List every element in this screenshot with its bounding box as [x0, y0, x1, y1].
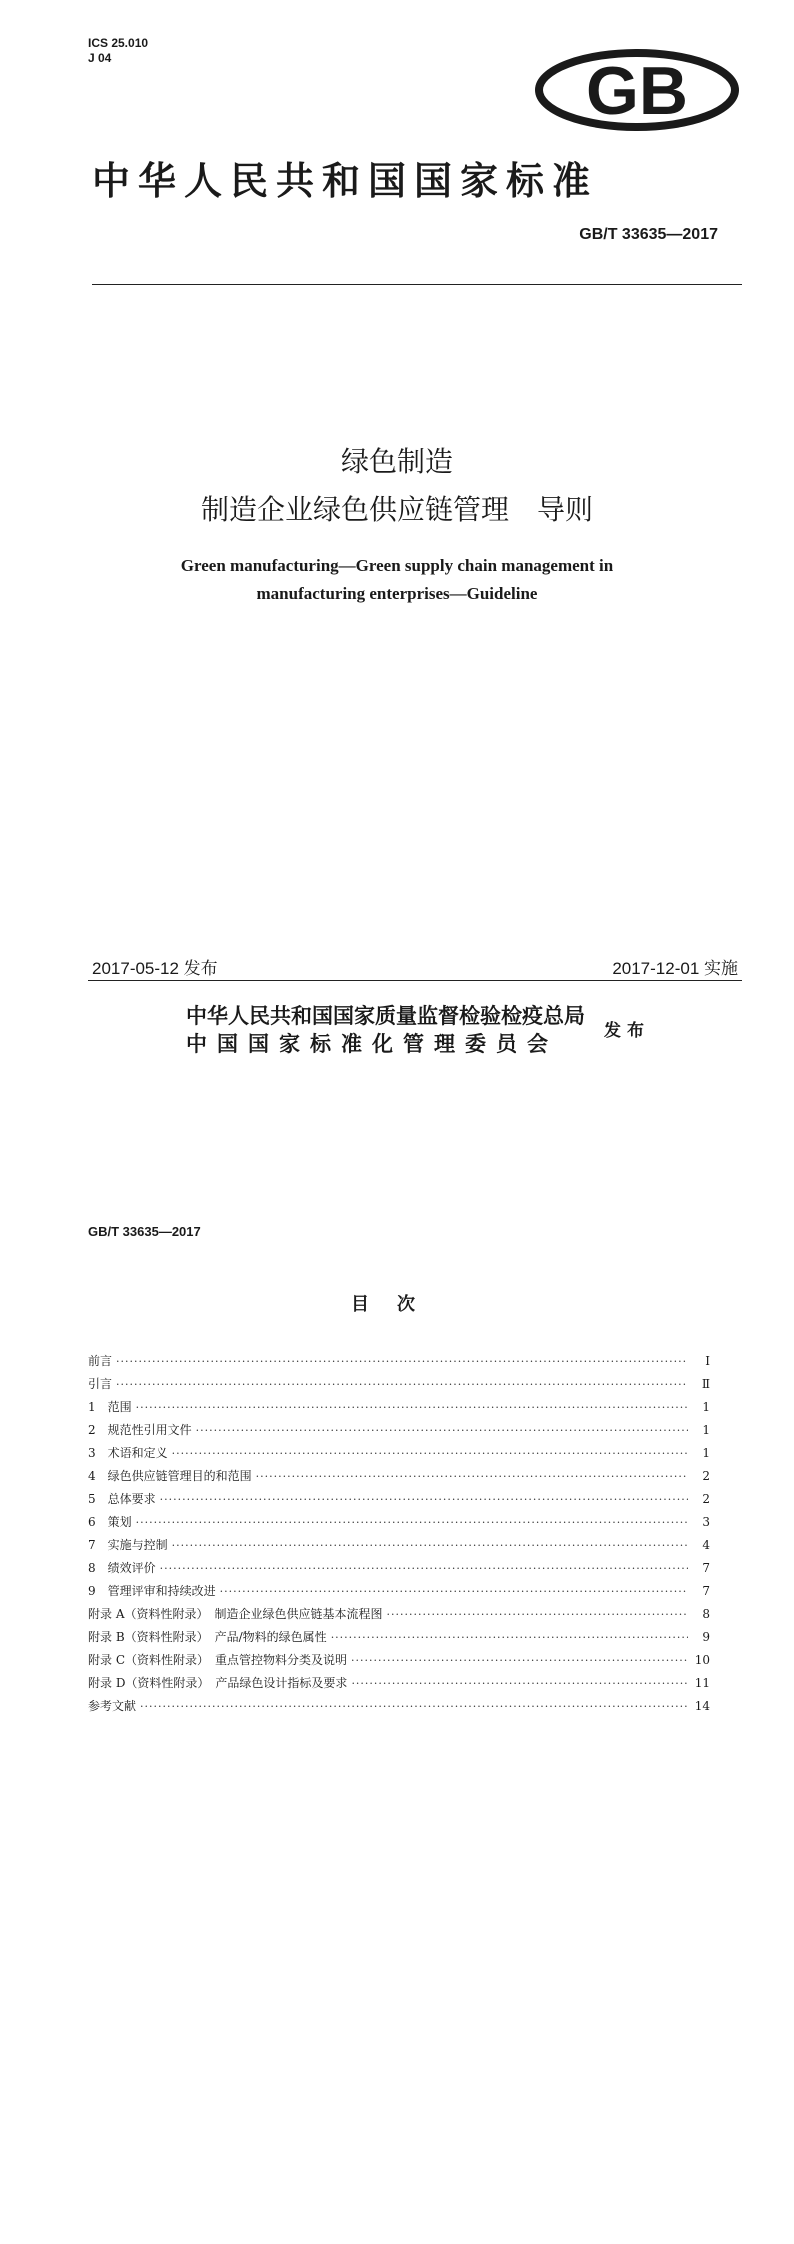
toc-entry-page: 11 [694, 1676, 710, 1690]
toc-entry-page: 1 [702, 1400, 710, 1414]
toc-entry[interactable] [88, 1651, 710, 1674]
toc-entry-label: 附录 C（资料性附录） 重点管控物料分类及说明 [88, 1653, 347, 1667]
title-cn-line2: 制造企业绿色供应链管理 导则 [200, 493, 593, 526]
toc-leader-dots [331, 1631, 688, 1644]
toc-leader-dots [172, 1539, 688, 1552]
toc-entry[interactable] [88, 1674, 710, 1697]
toc-entry-label: 附录 B（资料性附录） 产品/物料的绿色属性 [88, 1630, 327, 1644]
toc-entry-page: 2 [702, 1469, 710, 1483]
toc-entry[interactable] [88, 1536, 710, 1559]
toc-entry-page: 4 [702, 1538, 710, 1552]
toc-entry[interactable] [88, 1444, 710, 1467]
toc-entry-label: 6 策划 [88, 1515, 132, 1529]
toc-entry-page: 2 [702, 1492, 710, 1506]
toc-leader-dots [140, 1700, 688, 1713]
page2-standard-number: GB/T 33635—2017 [88, 1224, 201, 1239]
toc-entry-page: 10 [694, 1653, 710, 1667]
ics-code: ICS 25.010 [88, 36, 149, 50]
standard-number: GB/T 33635—2017 [579, 226, 718, 243]
toc-title: 目次 [351, 1294, 443, 1315]
toc-entry[interactable] [88, 1605, 710, 1628]
toc-entry-page: 8 [702, 1607, 710, 1621]
date-divider [88, 980, 742, 981]
toc-entry[interactable] [88, 1559, 710, 1582]
issue-label: 发布 [604, 1021, 650, 1041]
toc-entry-page: 3 [702, 1515, 710, 1529]
header-divider [92, 284, 742, 285]
title-en-line2: manufacturing enterprises—Guideline [256, 584, 538, 603]
toc-leader-dots [256, 1470, 688, 1483]
toc-entry[interactable] [88, 1467, 710, 1490]
ics-code-block [88, 36, 148, 66]
title-cn-line1: 绿色制造 [340, 445, 453, 478]
toc-entry-label: 2 规范性引用文件 [88, 1423, 192, 1437]
toc-entry-label: 5 总体要求 [88, 1492, 156, 1506]
toc-entry-label: 引言 [88, 1377, 113, 1391]
toc-entry-page: Ⅱ [701, 1377, 710, 1391]
toc-leader-dots [196, 1424, 688, 1437]
toc-entry[interactable] [88, 1352, 710, 1375]
gb-logo-text: GB [586, 53, 688, 129]
title-en-line1: Green manufacturing—Green supply chain management in [180, 556, 614, 575]
toc-entry-label: 9 管理评审和持续改进 [88, 1584, 216, 1598]
toc-leader-dots [351, 1677, 688, 1690]
toc-leader-dots [386, 1608, 688, 1621]
toc-leader-dots [116, 1355, 688, 1368]
issue-date: 2017-05-12 发布 [92, 959, 218, 978]
effective-date: 2017-12-01 实施 [612, 959, 738, 978]
toc-leader-dots [220, 1585, 688, 1598]
toc-entry-page: 9 [702, 1630, 710, 1644]
toc-entry-label: 附录 D（资料性附录） 产品绿色设计指标及要求 [88, 1676, 348, 1690]
toc-leader-dots [351, 1654, 688, 1667]
toc-entry[interactable] [88, 1375, 710, 1398]
toc-entry-page: 7 [702, 1584, 710, 1598]
toc-entry[interactable] [88, 1628, 710, 1651]
toc-entry-page: 7 [702, 1561, 710, 1575]
toc-entry-label: 8 绩效评价 [88, 1561, 156, 1575]
toc-entry-label: 3 术语和定义 [88, 1446, 168, 1460]
toc-entry-page: 1 [702, 1423, 710, 1437]
toc-entry-page: 14 [694, 1699, 710, 1713]
issuer-line2: 中国国家标准化管理委员会 [186, 1032, 558, 1056]
toc-leader-dots [160, 1562, 688, 1575]
toc-entry-label: 参考文献 [88, 1699, 137, 1713]
toc-entry[interactable] [88, 1582, 710, 1605]
toc-entry-label: 1 范围 [88, 1400, 132, 1414]
toc-entry-label: 7 实施与控制 [88, 1538, 168, 1552]
toc-entry[interactable] [88, 1697, 710, 1720]
toc-entry-page: Ⅰ [705, 1354, 710, 1368]
issuer-line1: 中华人民共和国国家质量监督检验检疫总局 [186, 1004, 585, 1028]
toc-entry-label: 前言 [88, 1354, 113, 1368]
toc-entry-label: 4 绿色供应链管理目的和范围 [88, 1469, 252, 1483]
gb-logo [534, 48, 740, 132]
table-of-contents [88, 1352, 710, 1720]
toc-entry[interactable] [88, 1513, 710, 1536]
classification-code: J 04 [88, 51, 112, 65]
national-standard-title: 中华人民共和国国家标准 [92, 158, 599, 203]
toc-leader-dots [136, 1401, 688, 1414]
toc-leader-dots [136, 1516, 688, 1529]
toc-leader-dots [160, 1493, 688, 1506]
toc-entry-label: 附录 A（资料性附录） 制造企业绿色供应链基本流程图 [88, 1607, 383, 1621]
toc-entry[interactable] [88, 1398, 710, 1421]
toc-leader-dots [172, 1447, 688, 1460]
toc-entry[interactable] [88, 1421, 710, 1444]
toc-leader-dots [116, 1378, 688, 1391]
toc-entry-page: 1 [702, 1446, 710, 1460]
toc-entry[interactable] [88, 1490, 710, 1513]
